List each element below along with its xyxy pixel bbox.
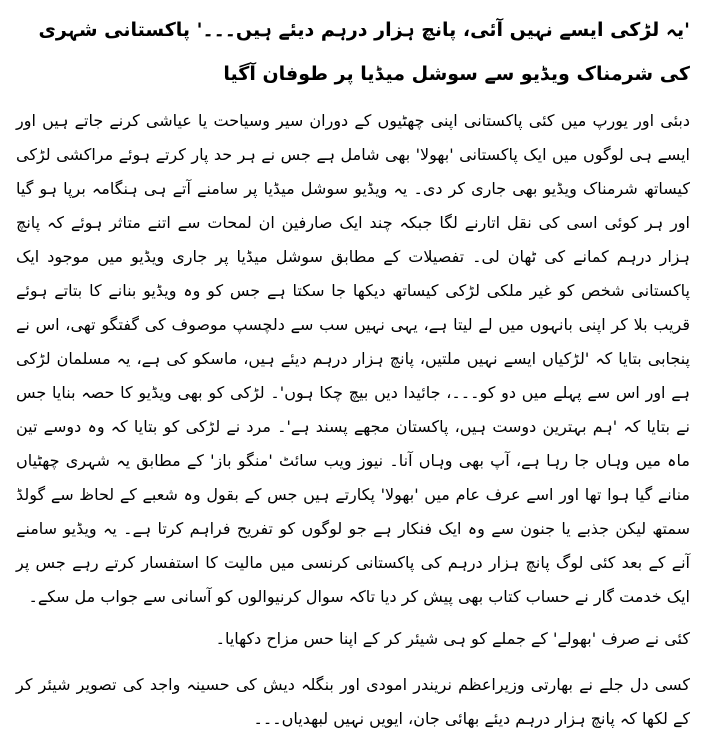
article-title: 'یہ لڑکی ایسے نہیں آئی، پانچ ہزار درہم دیئے ہیں۔۔۔' پاکستانی شہری کی شرمناک ویڈیو سے سوشل میڈیا پر طوفان آگیا (38, 19, 690, 85)
article-paragraph-humor: کئی نے صرف 'بھولے' کے جملے کو ہی شیئر کر کے اپنا حس مزاح دکھایا۔ (215, 629, 690, 648)
article-paragraph-closing: کسی دل جلے نے بھارتی وزیراعظم نریندر امودی اور بنگلہ دیش کی حسینہ واجد کی تصویر شیئر کر کے لکھا کہ پانچ ہزار درہم دیئے بھائی جان، ایویں نہیں لبھدیاں۔۔۔ (16, 675, 690, 728)
article-paragraph-main: دبئی اور یورپ میں کئی پاکستانی اپنی چھٹیوں کے دوران سیر وسیاحت یا عیاشی کرنے جاتے ہیں اور ایسے ہی لوگوں میں ایک پاکستانی 'بھولا' بھی شامل ہے جس نے ہر حد پار کرتے ہوئے مراکشی لڑکی کیساتھ شرمناک ویڈیو بھی جاری کر دی۔ یہ ویڈیو سوشل میڈیا پر سامنے آتے ہی ہنگامہ برپا ہو گیا اور ہر کوئی اسی کی نقل اتارنے لگا جبکہ چند ایک صارفین ان لمحات سے اتنے متاثر ہوئے کہ پانچ ہزار درہم کمانے کی ٹھان لی۔ تفصیلات کے مطابق سوشل میڈیا پر جاری ویڈیو میں موجود ایک پاکستانی شخص کو غیر ملکی لڑکی کیساتھ دیکھا جا سکتا ہے جس کو وہ ویڈیو بنانے کا بتاتے ہوئے قریب بلا کر اپنی بانہوں میں لے لیتا ہے، یہی نہیں سب سے دلچسپ موصوف کی گفتگو تھی، اس نے پنجابی بتایا کہ 'لڑکیاں ایسے نہیں ملتیں، پانچ ہزار درہم دیئے ہیں، ماسکو کی ہے، یہ مسلمان لڑکی ہے اور اس سے پہلے میں دو کو۔۔۔، جائیدا دیں بیچ چکا ہوں'۔ لڑکی کو بھی ویڈیو کا حصہ بنایا جس نے بتایا کہ 'ہم بہترین دوست ہیں، پاکستان مجھے پسند ہے'۔ مرد نے لڑکی کو بتایا کہ وہ دوسے تین ماہ میں وہاں جا رہا ہے، آپ بھی وہاں آنا۔ نیوز ویب سائٹ 'منگو باز' کے مطابق یہ شہری چھٹیاں منانے گیا ہوا تھا اور اسے عرف عام میں 'بھولا' پکارتے ہیں جس کے بقول وہ شعبے کے لحاظ سے گولڈ سمتھ لیکن جذبے یا جنون سے وہ ایک فنکار ہے جو لوگوں کو تفریح فراہم کرتا ہے۔ یہ ویڈیو سامنے آنے کے بعد کئی لوگ پانچ ہزار درہم کی پاکستانی کرنسی میں مالیت کا استفسار کرتے رہے جس پر ایک خدمت گار نے حساب کتاب بھی پیش کر دیا تاکہ سوال کرنیوالوں کو آسانی سے جواب مل سکے۔ (16, 111, 691, 606)
